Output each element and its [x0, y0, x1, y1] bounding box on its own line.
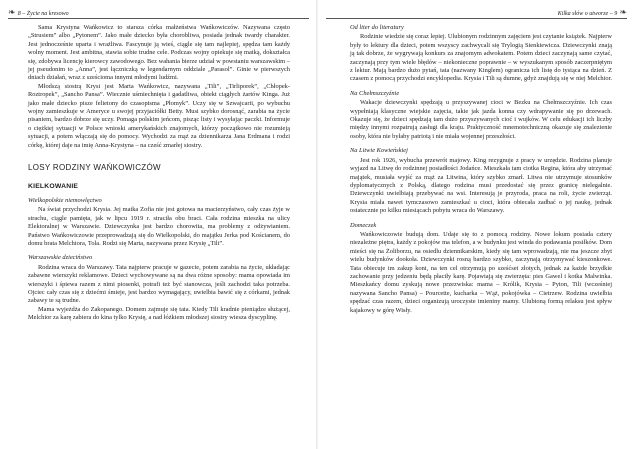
paragraph: Rodzinie wiedzie się coraz lepiej. Ulubionym rodzinnym zajęciem jest czytanie książek. Najpierw były to lektury dla dzieci, potem wszyscy zachwycali się Trylogią Sienkiewicza. Dziewczynki znają ją tak dobrze, że wygrywają konkurs za znajomym adwokatem. Potem dzieci zaczynają same czytać, zaczynają przy tym wiele błędów – niekonieczne poprawnie – w wyszukanym sposób zaczerpniętym z lektur. Mają bardzo dużo pytań, tata (nazwany Kinglem) ogranicza ich listę do tysiąca na dzień. Z czasem z pomocą przychodzi encyklopedia. Krysia i Tili są dumne, gdyż znajdują się w niej Melchior.: [350, 33, 612, 83]
subheading: Wielkopolskie niemowlęctwo: [28, 196, 102, 204]
header-text: Kilka słów o utworze – 9: [557, 11, 618, 17]
running-header-right: [326, 6, 627, 18]
subheading: Domeczek: [350, 221, 377, 229]
subheading: Na Chełmszczyźnie: [350, 89, 400, 97]
right-page-body: [350, 24, 612, 315]
paragraph: Rodzina wraca do Warszawy. Tata najpierw pracuje w gazecie, potem zarabia na życie, układając zabawne wierszyki reklamowe. Dzieci wychowywane są na dwa różne sposoby: mama opowiada im wierszyki i śpiewa razem z nimi piosenki, potrafi też być stanowcza, jeśli zachodzi taka potrzeba. Ojciec cały czas się z dziećmi śmieje, jest bardzo wymagający, uwielbia bawić się z córkami, jednak zabawy te są trudne.: [28, 263, 290, 305]
paragraph: Młodszą siostrą Krysi jest Marta Wańkowicz, nazywana „Tili”, „Tirliporek”, „Chłopek-Roztropek”, „Sancho Pansa”. Wiecznie uśmiechnięta i gadatliwa, obiekt ciągłych żartów Kinga. Już jako małe dziecko pisze felietony do czasopisma „Płomyk”. Uczy się w Szwajcarii, po wybuchu wojny zamieszkuje w Ameryce u swojej przyjaciółki Betty. Musi szybko dorosnąć, zarabia na życie pisaniem, bardzo dobrze się uczy. Pomaga polskim jeńcom, pisząc listy i wysyłając paczki. Informuje o ciężkiej sytuacji w Polsce wnioski amerykańskich znajomych, którzy początkowo nie rozumieją sytuacji, a potem włączają się do pomocy. Wychodzi za mąż za dziennikarza Jana Erdmana i rodzi córkę, której daje na imię Anna-Krystyna – na cześć zmarłej siostry.: [28, 82, 290, 149]
section-title: LOSY RODZINY WAŃKOWICZÓW: [28, 163, 161, 173]
paragraph: Wakacje dziewczynki spędzają u przyszywanej cioci w Bezku na Chełmszczyźnie. Ich czas wypełniają klasyczne wiejskie zajęcia, takie jak jazda konna czy wdrapywanie się po drzewach. Okazuje się, że dzieci spędzają tam dużo przyszywanych cioć i wujków. W celu edukacji ich liczby między innymi rozpatrują zasługi dla kraju. Praktyczność mnemotechniczną okazuje się znalezienie osoby, która nie byłaby patriotą i nie miała wojennej przeszłości.: [350, 99, 612, 140]
header-rule: [8, 18, 309, 19]
paragraph: Wańkowiczowie budują dom. Udaje się to z pomocą rodziny. Nowe lokum posiada cztery niezależne piętra, każdy z pokojów ma telefon, a w budynku jest winda do podawania posiłków. Dom mieści się na Żoliborzu, na osiedlu dziennikarskim, kiedy się tam wprowadzają, nie ma jeszcze zbyt wielu budynków dookoła. Dziewczynki rosną bardzo szybko, zaczynają otrzymywać kieszonkowe. Tata obiecuje im zakup koni, na ten cel otrzymują po sześćset złotych, jednak za każde brzydkie zachowanie przy jedzeniu będą płaciły karę. Pojawiają się zwierzęta: pies Gawel i kotka Malwinka. Mieszkańcy domu zyskują nowe przezwiska: mama – Królik, Krysia – Pyton, Tili (wcześniej nazywana Sancho Pansa) – Pourcette, kucharka – Wąż, pokojówka – Cietrzew. Rodzina uwielbia spędzać czas razem, dzieci organizują uroczyste imieniny mamy. Ulubioną formą relaksu jest spływ kajakowy w górę Wisły.: [350, 230, 612, 314]
header-text: 8 – Życie na kresowo: [17, 11, 69, 17]
subheading: Warszawskie dzieciństwo: [28, 254, 93, 262]
paragraph: Sama Krystyna Wańkowicz to starsza córka małżeństwa Wańkowiczów. Nazywana często „Strusiem” albo „Pytonem”. Jako małe dziecko była chorobliwa, posiada jednak twardy charakter. Jest jednocześnie uparta i wrażliwa. Fascynuje ją wieś, ciągle się tam najlepiej, spędza tam każdy wolny moment. Jest ambitna, stawia sobie trudne cele. Podczas wojny opiekuje się matką, dokształca się, zdobywa licencję kierowcy zawodowego. Bez wahania bierze udział w powstaniu warszawskim – jej pseudonim to „Anna”, jest łączniczką w legendarnym oddziale „Parasol”. Ginie w pierwszych dniach działań, wraz z sześcioma innymi młodymi ludźmi.: [28, 24, 290, 82]
right-page: [318, 0, 635, 449]
left-page-body: [28, 24, 290, 323]
subheading: Od liter do literatury: [350, 24, 404, 31]
paragraph: Na świat przychodzi Krysia. Jej matka Zofia nie jest gotowa na macierzyństwo, cały czas żyje w strachu, ciągle pamięta, jak w lipcu 1919 r. straciła obu braci. Cała rodzina mieszka na ulicy Elektoralnej w Warszawie. Dziewczynka jest bardzo chorowita, ma problemy z odżywianiem. Państwo Wańkowiczowie przeprowadzają się do Wielkopolski, do majątku Jerka pod Kościanem, do domu brata Melchiora, Tola. Rodzi się Marta, nazywana przez Krysię „Tili”.: [28, 206, 290, 247]
subsection-title: KIELKOWANIE: [28, 182, 79, 190]
running-header-left: [8, 6, 309, 18]
paragraph: Jest rok 1926, wybucha przewrót majowy. King rezygnuje z pracy w urzędzie. Rodzina planuje wyjazd na Litwę do rodzinnej posiadłości Jodańce. Mieszkała tam ciotka Regina, która aby utrzymać majątek, musiała wyjść za mąż za Litwina, który szybko zmarł. Litwa nie utrzymuje stosunków dyplomatycznych z Polską, dlatego rodzina musi przedostać się przez granicę nielegalnie. Dziewczynki uwielbiają przebywać na wsi. Interesują je przyroda, praca na roli, życie zwierząt. Krysia miała nawet tymczasowo zamieszkać u cioci, która obiecała zadbać o jej naukę, jednak ostatecznie po kilku miesiącach pobytu wraca do Warszawy.: [350, 156, 612, 215]
paragraph: Mama wyjeżdża do Zakopanego. Domem zajmuje się tata. Kiedy Tili kradnie pieniądze służącej, Melchior za karę zabiera do kina tylko Krysię, a nad łóżkiem młodszej siostry wiesza dyscyplinę.: [28, 305, 290, 322]
subheading: Na Litwie Kowieńskiej: [350, 147, 408, 155]
header-rule: [326, 18, 627, 19]
scroll-ornament-icon: ❧: [617, 7, 627, 17]
left-page: [0, 0, 317, 449]
scroll-ornament-icon: ❧: [8, 7, 18, 17]
